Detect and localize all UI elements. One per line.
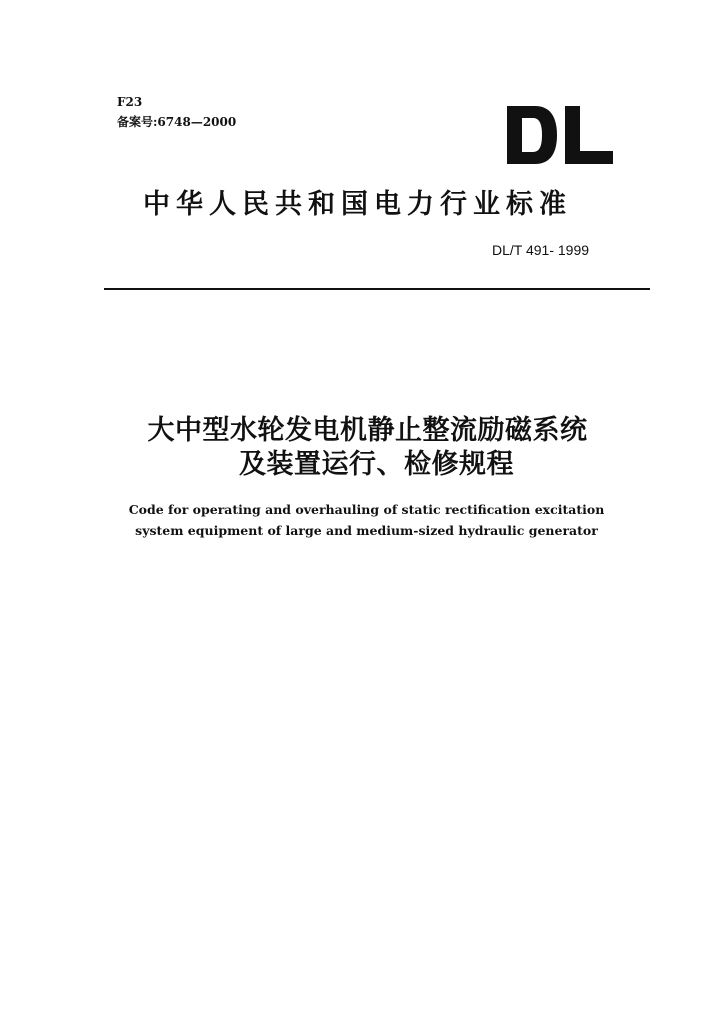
standard-number: DL/T 491- 1999 [492,242,590,258]
title-english-line-2: system equipment of large and medium-sized hydraulic generator [135,523,598,538]
record-number: 备案号:6748—2000 [117,115,237,129]
title-english-line-1: Code for operating and overhauling of static rectification excitation [128,502,605,517]
dl-logo [505,104,615,166]
standard-category-heading: 中华人民共和国电力行业标准 [143,189,572,220]
header-divider [104,288,650,290]
title-chinese-line-2: 及装置运行、检修规程 [239,449,514,480]
classification-code: F23 [117,95,143,109]
title-chinese-line-1: 大中型水轮发电机静止整流励磁系统 [147,415,588,446]
